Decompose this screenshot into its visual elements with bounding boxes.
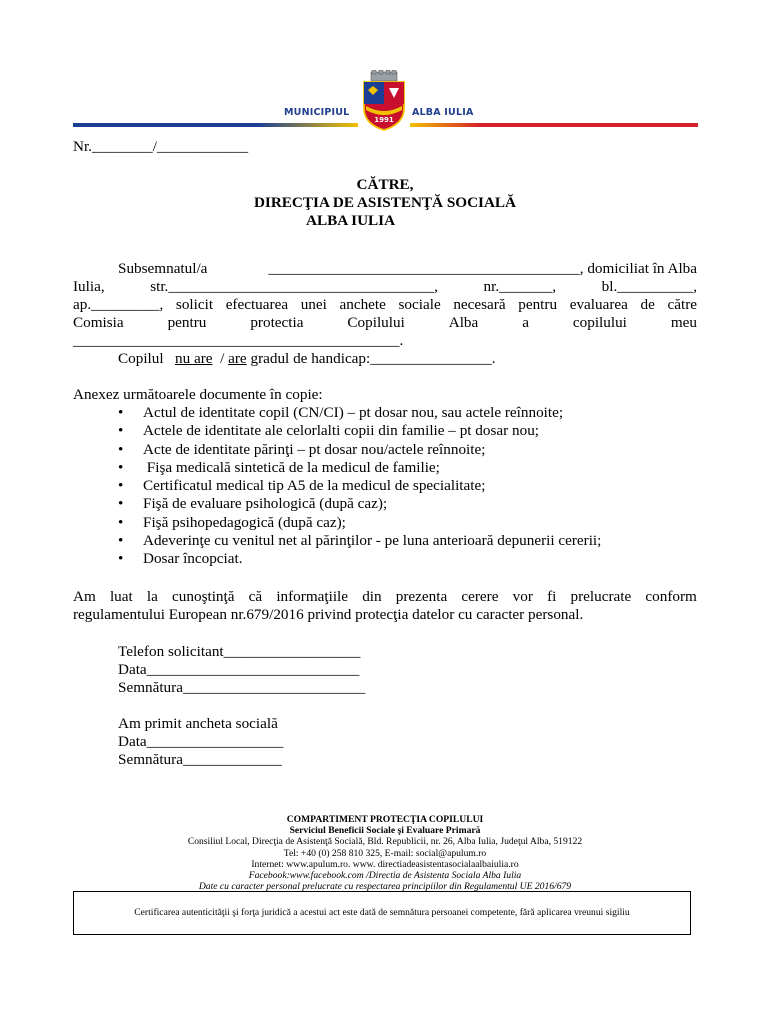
word: de bbox=[640, 296, 655, 313]
list-item bbox=[118, 404, 601, 422]
word: efectuarea bbox=[225, 296, 289, 313]
request-line-1 bbox=[118, 260, 697, 278]
coat-of-arms-icon bbox=[359, 70, 409, 132]
item-text: Fişă de evaluare psihologică (după caz); bbox=[143, 495, 388, 513]
applicant-signature-field: Semnătura________________________ bbox=[118, 679, 366, 696]
bullet-icon: • bbox=[118, 495, 124, 513]
word: a bbox=[522, 314, 529, 331]
word: pentru bbox=[518, 296, 558, 313]
word: unei bbox=[300, 296, 327, 313]
bullet-icon: • bbox=[118, 422, 124, 440]
bullet-icon: • bbox=[118, 550, 124, 568]
received-date-field: Data__________________ bbox=[118, 733, 284, 750]
brand-bar-yellow-right bbox=[410, 123, 480, 127]
word: evaluarea bbox=[569, 296, 628, 313]
word: pentru bbox=[167, 314, 207, 331]
number-blank: nr._______, bbox=[483, 278, 557, 295]
handicap-line bbox=[118, 350, 496, 368]
option-are: are bbox=[228, 350, 247, 367]
copilul-label: Copilul bbox=[118, 350, 164, 367]
addressee-line-1: CĂTRE, bbox=[356, 176, 414, 193]
footer-service: Serviciul Beneficii Sociale şi Evaluare Primară bbox=[289, 825, 481, 837]
word: solicit bbox=[175, 296, 214, 313]
crest-year: 1991 bbox=[374, 116, 394, 124]
word: Alba bbox=[448, 314, 479, 331]
applicant-date-field: Data____________________________ bbox=[118, 661, 360, 678]
word: meu bbox=[670, 314, 697, 331]
item-text: Actele de identitate ale celorlalti copii din familie – pt dosar nou; bbox=[143, 422, 540, 440]
bullet-icon: • bbox=[118, 513, 124, 531]
item-text: Certificatul medical tip A5 de la medicul de specialitate; bbox=[143, 477, 486, 495]
word: Comisia bbox=[73, 314, 124, 331]
list-item bbox=[118, 550, 601, 568]
list-item bbox=[118, 477, 601, 495]
word: la bbox=[146, 588, 158, 605]
word: necesară bbox=[453, 296, 506, 313]
request-line-3 bbox=[73, 296, 697, 314]
word: conform bbox=[645, 588, 697, 605]
footer-department: COMPARTIMENT PROTECŢIA COPILULUI bbox=[286, 814, 484, 825]
list-item bbox=[118, 422, 601, 440]
word: Am bbox=[73, 588, 96, 605]
request-line-4 bbox=[73, 314, 697, 332]
list-item bbox=[118, 514, 601, 532]
bullet-icon: • bbox=[118, 477, 124, 495]
list-item bbox=[118, 441, 601, 459]
word: luat bbox=[109, 588, 133, 605]
word: copilului bbox=[572, 314, 627, 331]
apartment-blank: ap._________, bbox=[73, 296, 164, 313]
word: din bbox=[362, 588, 382, 605]
annex-list bbox=[118, 404, 601, 569]
list-item bbox=[118, 495, 601, 513]
word: protectia bbox=[250, 314, 304, 331]
word: informaţiile bbox=[276, 588, 349, 605]
word: cerere bbox=[461, 588, 499, 605]
footer-internet: Internet: www.apulum.ro. www. directiadeasistentasocialaalbaiulia.ro bbox=[251, 858, 519, 870]
option-nu-are: nu are bbox=[174, 350, 213, 367]
list-item bbox=[118, 459, 601, 477]
gdpr-line-1 bbox=[73, 588, 697, 606]
footer bbox=[73, 814, 697, 892]
footer-address: Consiliul Local, Direcţia de Asistenţă Socială, Bld. Republicii, nr. 26, Alba Iulia, Judeţul Alba, 519122 bbox=[187, 836, 583, 848]
request-line-2 bbox=[73, 278, 697, 296]
word: cunoştinţă bbox=[172, 588, 235, 605]
word: către bbox=[667, 296, 697, 313]
word: Copilului bbox=[347, 314, 405, 331]
bullet-icon: • bbox=[118, 458, 124, 476]
annex-title: Anexez următoarele documente în copie: bbox=[73, 386, 323, 403]
footer-gdpr-note: Date cu caracter personal prelucrate cu respectarea principiilor din Regulamentul UE 2016/679 bbox=[198, 881, 572, 893]
addressee-line-2: DIRECŢIA DE ASISTENŢĂ SOCIALĂ bbox=[253, 194, 517, 211]
received-signature-field: Semnătura_____________ bbox=[118, 751, 282, 768]
handicap-degree-blank: gradul de handicap:________________. bbox=[250, 350, 496, 367]
received-title: Am primit ancheta socială bbox=[118, 715, 278, 732]
brand-alba-iulia: ALBA IULIA bbox=[412, 107, 474, 118]
item-text: Adeverinţe cu venitul net al părinţilor - pe luna anterioară depunerii cererii; bbox=[143, 532, 602, 550]
bullet-icon: • bbox=[118, 404, 124, 421]
word: sociale bbox=[398, 296, 441, 313]
option-separator: / bbox=[220, 350, 225, 367]
registration-number: Nr.________/____________ bbox=[73, 138, 249, 155]
child-name-blank: ___________________________________________. bbox=[73, 332, 404, 349]
gdpr-line-2: regulamentului European nr.679/2016 privind protecţia datelor cu caracter personal. bbox=[73, 606, 584, 623]
bullet-icon: • bbox=[118, 532, 124, 550]
word: prezenta bbox=[395, 588, 448, 605]
item-text: Actul de identitate copil (CN/CI) – pt dosar nou, sau actele reînnoite; bbox=[143, 404, 564, 421]
word: vor bbox=[512, 588, 533, 605]
item-text: Acte de identitate părinţi – pt dosar nou/actele reînnoite; bbox=[143, 440, 486, 458]
word: Iulia, bbox=[73, 278, 105, 295]
block-blank: bl.__________, bbox=[601, 278, 697, 295]
street-blank: str.___________________________________, bbox=[150, 278, 438, 295]
applicant-phone-field: Telefon solicitant__________________ bbox=[118, 643, 361, 660]
item-text: Fişă psihopedagogică (după caz); bbox=[143, 513, 346, 531]
brand-bar-yellow bbox=[258, 123, 358, 127]
footer-facebook: Facebook:www.facebook.com /Directia de Asistenta Sociala Alba Iulia bbox=[248, 870, 522, 882]
certification-box: Certificarea autenticităţii şi forţa juridică a acestui act este dată de semnătura persoanei competente, fără aplicarea vreunui sigiliu bbox=[73, 891, 691, 935]
word: prelucrate bbox=[570, 588, 632, 605]
name-blank: _________________________________________, domiciliat în Alba bbox=[268, 260, 697, 277]
item-text: Fişa medicală sintetică de la medicul de familie; bbox=[143, 458, 440, 476]
list-item bbox=[118, 532, 601, 550]
word: fi bbox=[547, 588, 557, 605]
word: că bbox=[248, 588, 263, 605]
brand-municipiul: MUNICIPIUL bbox=[284, 107, 350, 118]
addressee-line-3: ALBA IULIA bbox=[306, 212, 396, 229]
item-text: Dosar încopciat. bbox=[143, 550, 243, 568]
word: anchete bbox=[339, 296, 386, 313]
footer-contact: Tel: +40 (0) 258 810 325, E-mail: social@apulum.ro bbox=[283, 847, 487, 859]
bullet-icon: • bbox=[118, 440, 124, 458]
subsemnatul-label: Subsemnatul/a bbox=[118, 260, 208, 277]
